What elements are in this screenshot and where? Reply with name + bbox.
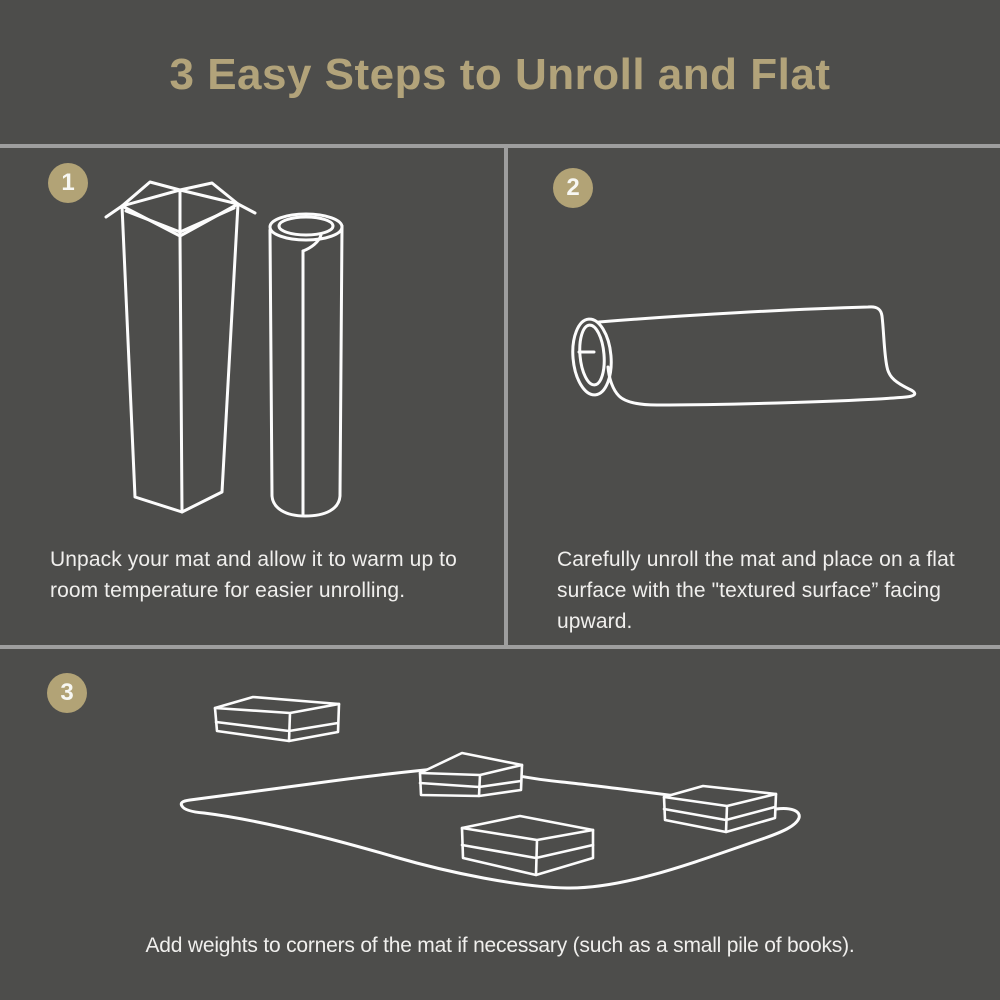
weight-book-stack-icon [420, 753, 522, 796]
step-1-caption: Unpack your mat and allow it to warm up to room temperature for easier unrolling. [50, 548, 457, 602]
horizontal-divider-bottom [0, 645, 1000, 649]
open-shipping-box-icon [106, 182, 255, 512]
step-2-illustration [565, 295, 945, 415]
step-3-number: 3 [60, 679, 74, 706]
step-2-number: 2 [566, 174, 580, 201]
weight-book-stack-icon [462, 816, 593, 875]
unrolling-mat-icon [570, 307, 915, 405]
step-3-caption: Add weights to corners of the mat if necessary (such as a small pile of books). [145, 934, 855, 957]
step-2-caption: Carefully unroll the mat and place on a flat surface with the "textured surface” facing upward. [557, 548, 955, 633]
step-2-number-badge [553, 168, 593, 208]
horizontal-divider-top [0, 144, 1000, 148]
page-title: 3 Easy Steps to Unroll and Flat [169, 50, 831, 99]
rolled-mat-icon [270, 214, 342, 516]
vertical-divider [504, 148, 508, 645]
step-3-number-badge [47, 673, 87, 713]
step-3-illustration [130, 660, 870, 910]
weight-book-stack-icon [664, 786, 776, 832]
step-1-number: 1 [61, 169, 75, 196]
step-1-number-badge [48, 163, 88, 203]
weight-book-stack-icon [215, 697, 339, 741]
step-1-illustration [100, 180, 360, 520]
